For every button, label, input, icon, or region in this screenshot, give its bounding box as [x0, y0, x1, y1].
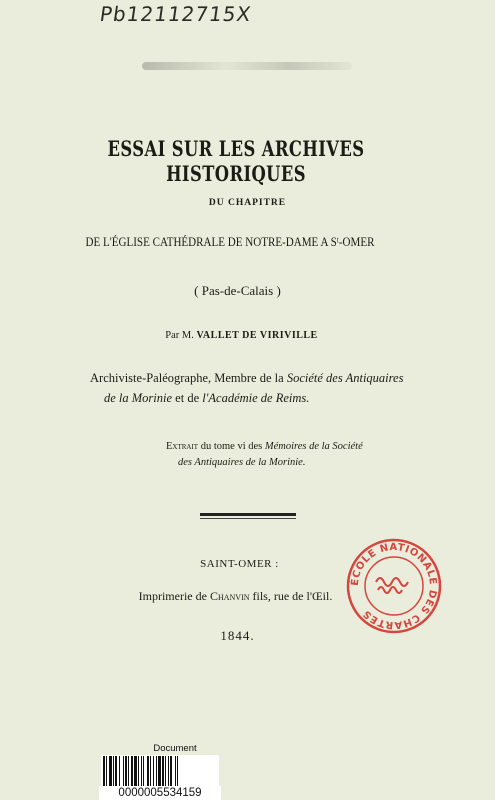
barcode-bar — [115, 756, 117, 786]
barcode-bar — [123, 756, 124, 786]
barcode — [101, 755, 219, 788]
barcode-bar — [125, 756, 127, 786]
barcode-bar — [119, 756, 120, 786]
barcode-bar — [170, 756, 172, 786]
printer-name: Chanvin — [209, 589, 250, 603]
extrait-line2: des Antiquaires de la Morinie. — [178, 457, 306, 468]
barcode-bar — [131, 756, 133, 786]
barcode-bar — [156, 756, 157, 786]
barcode-bar — [147, 756, 149, 786]
barcode-bar — [177, 756, 178, 786]
barcode-bar — [168, 756, 169, 786]
extrait-line1-b: du tome vi des — [198, 441, 265, 452]
barcode-bar — [162, 756, 164, 786]
barcode-bar — [106, 756, 107, 786]
author-par: Par M. — [165, 330, 194, 341]
affiliation-line2-b: et de — [172, 391, 203, 405]
barcode-bar — [134, 756, 137, 786]
barcode-bar — [109, 756, 112, 786]
imprint-city: SAINT-OMER : — [200, 558, 279, 570]
author-line — [0, 330, 489, 341]
subtitle-eglise: DE L'ÉGLISE CATHÉDRALE DE NOTRE-DAME A Sᵗ-OMER — [85, 234, 375, 249]
handwritten-shelfmark: Pb12112715X — [98, 2, 253, 26]
barcode-bar — [150, 756, 151, 786]
author-name: VALLET DE VIRIVILLE — [196, 330, 318, 341]
printer-c: fils, rue de l'Œil. — [249, 589, 333, 603]
affiliation-line1-b: Société des Antiquaires — [286, 371, 404, 385]
affiliation-line1-a: Archiviste-Paléographe, Membre de la — [90, 371, 287, 385]
divider-rule — [200, 513, 296, 516]
barcode-bar — [113, 756, 114, 786]
barcode-label: Document — [153, 743, 197, 754]
barcode-bar — [153, 756, 154, 786]
barcode-bar — [138, 756, 139, 786]
affiliation-line2-a: de la Morinie — [104, 391, 173, 405]
ink-smudge — [142, 62, 352, 70]
subtitle-du-chapitre: DU CHAPITRE — [208, 198, 287, 208]
affiliation-line2-c: l'Académie de Reims. — [202, 391, 310, 405]
barcode-bar — [128, 756, 129, 786]
stamp-scribble — [376, 578, 408, 593]
library-stamp — [344, 536, 444, 636]
extrait-line1-c: Mémoires de la Société — [264, 441, 363, 452]
extrait-note — [166, 439, 406, 471]
region-line: ( Pas-de-Calais ) — [194, 283, 281, 298]
book-title: ESSAI SUR LES ARCHIVES HISTORIQUES — [107, 136, 365, 186]
barcode-bar — [143, 756, 144, 786]
barcode-bar — [141, 756, 142, 786]
stamp-outer-ring — [348, 540, 440, 632]
barcode-bar — [165, 756, 166, 786]
affiliation-line2 — [90, 388, 430, 408]
author-affiliation — [90, 368, 430, 408]
stamp-inner-ring — [365, 557, 423, 615]
extrait-label: Extrait — [166, 441, 199, 452]
printer-a: Imprimerie de — [138, 589, 210, 603]
barcode-number: 0000005534159 — [99, 786, 221, 800]
stamp-text-path: ÉCOLE NATIONALE DES CHARTES — [349, 541, 439, 631]
barcode-bar — [103, 756, 105, 786]
barcode-bar — [175, 756, 176, 786]
publication-year: 1844. — [220, 628, 255, 643]
barcode-bar — [158, 756, 161, 786]
